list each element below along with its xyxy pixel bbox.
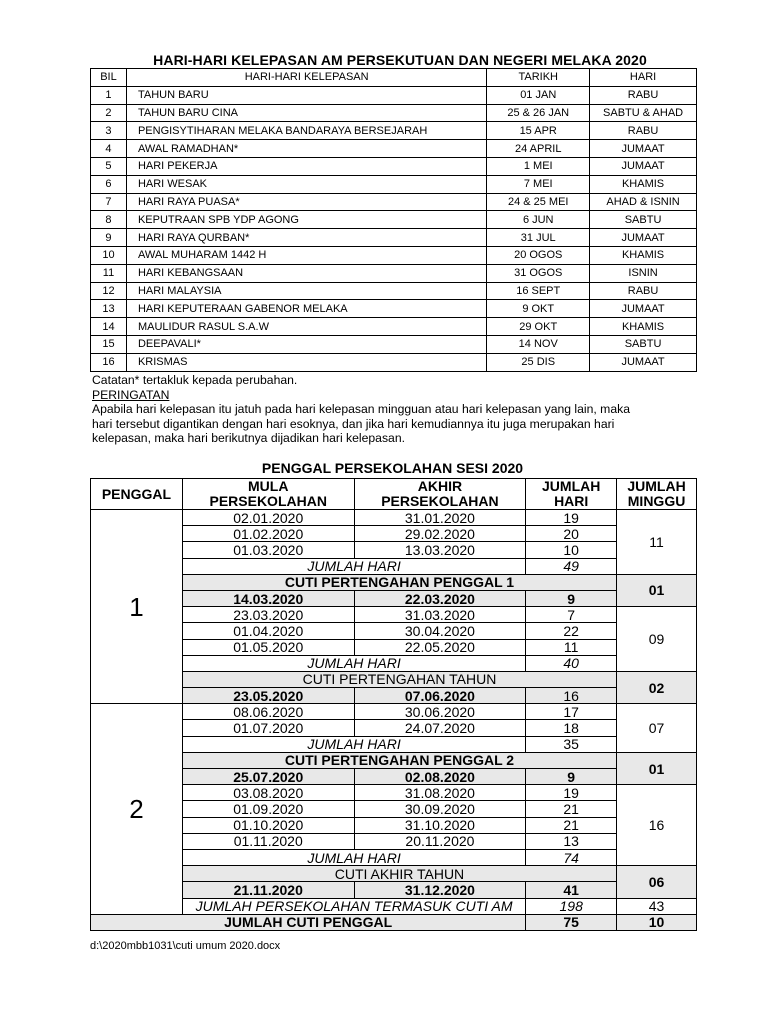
col-mula-line1: MULA <box>248 478 289 494</box>
holiday-date: 15 APR <box>487 122 590 140</box>
week-count: 11 <box>617 510 697 575</box>
cuti-label-row <box>91 671 697 687</box>
footer-file-path: d:\2020mbb1031\cuti umum 2020.docx <box>90 940 281 952</box>
col-jhari-line1: JUMLAH <box>542 478 601 494</box>
col-akhir-line1: AKHIR <box>417 478 463 494</box>
start-date: 25.07.2020 <box>182 769 354 785</box>
start-date: 01.11.2020 <box>182 833 354 849</box>
bil-cell: 14 <box>91 318 127 336</box>
holiday-day: SABTU <box>590 335 697 353</box>
bil-cell: 5 <box>91 157 127 175</box>
table-row <box>91 193 697 211</box>
start-date: 08.06.2020 <box>182 704 354 720</box>
bil-cell: 2 <box>91 104 127 122</box>
holidays-header-row <box>91 69 697 87</box>
subtotal-row <box>91 849 697 865</box>
day-count: 19 <box>526 510 617 526</box>
holiday-name: HARI KEBANGSAAN <box>126 264 486 282</box>
peringatan-line: Apabila hari kelepasan itu jatuh pada hari kelepasan mingguan atau hari kelepasan yang lain, maka <box>92 402 630 417</box>
table-row <box>91 175 697 193</box>
start-date: 01.09.2020 <box>182 801 354 817</box>
table-row <box>91 211 697 229</box>
holiday-name: HARI WESAK <box>126 175 486 193</box>
holiday-name: DEEPAVALI* <box>126 335 486 353</box>
holiday-day: SABTU <box>590 211 697 229</box>
week-count: 09 <box>617 607 697 672</box>
col-tarikh: TARIKH <box>487 69 590 87</box>
end-date: 31.01.2020 <box>354 510 526 526</box>
subtotal-row <box>91 558 697 574</box>
bil-cell: 1 <box>91 86 127 104</box>
holiday-name: TAHUN BARU <box>126 86 486 104</box>
col-akhir-line2: PERSEKOLAHAN <box>381 493 499 509</box>
holiday-day: JUMAAT <box>590 300 697 318</box>
holiday-day: JUMAAT <box>590 157 697 175</box>
day-count: 22 <box>526 623 617 639</box>
jumlah-cuti-weeks: 10 <box>617 914 697 930</box>
col-jminggu-line1: JUMLAH <box>627 478 686 494</box>
holiday-day: RABU <box>590 122 697 140</box>
table-row <box>91 833 697 849</box>
table-row <box>91 542 697 558</box>
day-count: 20 <box>526 526 617 542</box>
col-jumlah-hari <box>526 479 617 510</box>
table-row <box>91 639 697 655</box>
start-date: 02.01.2020 <box>182 510 354 526</box>
holiday-day: ISNIN <box>590 264 697 282</box>
table-row <box>91 801 697 817</box>
start-date: 01.03.2020 <box>182 542 354 558</box>
col-mula <box>182 479 354 510</box>
holiday-name: KEPUTRAAN SPB YDP AGONG <box>126 211 486 229</box>
cuti-akhir-tahun-label: CUTI AKHIR TAHUN <box>182 866 616 882</box>
day-count: 21 <box>526 817 617 833</box>
table-row <box>91 86 697 104</box>
holiday-name: HARI KEPUTERAAN GABENOR MELAKA <box>126 300 486 318</box>
penggal-1-cell: 1 <box>91 510 183 704</box>
day-count: 41 <box>526 882 617 898</box>
holiday-day: KHAMIS <box>590 246 697 264</box>
col-mula-line2: PERSEKOLAHAN <box>209 493 327 509</box>
holiday-day: JUMAAT <box>590 353 697 371</box>
end-date: 29.02.2020 <box>354 526 526 542</box>
start-date: 01.10.2020 <box>182 817 354 833</box>
week-count: 06 <box>617 866 697 898</box>
table-row <box>91 526 697 542</box>
col-jumlah-minggu <box>617 479 697 510</box>
start-date: 01.05.2020 <box>182 639 354 655</box>
jumlah-persekolahan-weeks: 43 <box>617 898 697 914</box>
holiday-day: KHAMIS <box>590 175 697 193</box>
terms-table <box>90 478 697 931</box>
col-jminggu-line2: MINGGU <box>627 493 686 509</box>
cuti-label-row <box>91 574 697 590</box>
bil-cell: 12 <box>91 282 127 300</box>
week-count: 01 <box>617 574 697 606</box>
subtotal-days: 40 <box>526 655 617 671</box>
table-row <box>91 246 697 264</box>
bil-cell: 7 <box>91 193 127 211</box>
notes <box>92 373 702 446</box>
cuti-penggal-2-label: CUTI PERTENGAHAN PENGGAL 2 <box>182 752 616 768</box>
jumlah-hari-label: JUMLAH HARI <box>182 736 525 752</box>
start-date: 01.04.2020 <box>182 623 354 639</box>
jumlah-persekolahan-label: JUMLAH PERSEKOLAHAN TERMASUK CUTI AM <box>182 898 525 914</box>
holiday-name: HARI RAYA QURBAN* <box>126 229 486 247</box>
day-count: 21 <box>526 801 617 817</box>
table-row <box>91 353 697 371</box>
cuti-label-row <box>91 866 697 882</box>
end-date: 22.05.2020 <box>354 639 526 655</box>
end-date: 07.06.2020 <box>354 688 526 704</box>
day-count: 18 <box>526 720 617 736</box>
holiday-name: TAHUN BARU CINA <box>126 104 486 122</box>
table-row <box>91 104 697 122</box>
subtotal-days: 49 <box>526 558 617 574</box>
holiday-date: 01 JAN <box>487 86 590 104</box>
col-jhari-line2: HARI <box>554 493 589 509</box>
holidays-body <box>91 86 697 371</box>
subtotal-row <box>91 655 697 671</box>
subtotal-row <box>91 736 697 752</box>
holiday-name: KRISMAS <box>126 353 486 371</box>
bil-cell: 15 <box>91 335 127 353</box>
end-date: 22.03.2020 <box>354 590 526 606</box>
table-row <box>91 510 697 526</box>
jumlah-hari-label: JUMLAH HARI <box>182 558 525 574</box>
holiday-date: 31 OGOS <box>487 264 590 282</box>
jumlah-persekolahan-days: 198 <box>526 898 617 914</box>
bil-cell: 10 <box>91 246 127 264</box>
table-row <box>91 335 697 353</box>
holiday-date: 20 OGOS <box>487 246 590 264</box>
cuti-label-row <box>91 752 697 768</box>
table-row <box>91 122 697 140</box>
table-row <box>91 607 697 623</box>
end-date: 31.08.2020 <box>354 785 526 801</box>
start-date: 23.05.2020 <box>182 688 354 704</box>
holiday-day: AHAD & ISNIN <box>590 193 697 211</box>
day-count: 13 <box>526 833 617 849</box>
bil-cell: 11 <box>91 264 127 282</box>
table-row <box>91 157 697 175</box>
jumlah-hari-label: JUMLAH HARI <box>182 655 525 671</box>
table-row <box>91 623 697 639</box>
cuti-row <box>91 882 697 898</box>
holidays-title: HARI-HARI KELEPASAN AM PERSEKUTUAN DAN NEGERI MELAKA 2020 <box>153 52 647 68</box>
holiday-day: RABU <box>590 86 697 104</box>
end-date: 31.12.2020 <box>354 882 526 898</box>
table-row <box>91 785 697 801</box>
start-date: 01.07.2020 <box>182 720 354 736</box>
holiday-date: 24 APRIL <box>487 140 590 158</box>
holiday-day: SABTU & AHAD <box>590 104 697 122</box>
peringatan-line: hari tersebut digantikan dengan hari esoknya, dan jika hari kemudiannya itu juga merupakan hari <box>92 416 615 431</box>
end-date: 30.04.2020 <box>354 623 526 639</box>
day-count: 9 <box>526 590 617 606</box>
catatan-note: Catatan* tertakluk kepada perubahan. <box>92 373 298 387</box>
holiday-name: MAULIDUR RASUL S.A.W <box>126 318 486 336</box>
week-count: 16 <box>617 785 697 866</box>
holiday-date: 25 DIS <box>487 353 590 371</box>
end-date: 31.10.2020 <box>354 817 526 833</box>
table-row <box>91 817 697 833</box>
holiday-day: JUMAAT <box>590 140 697 158</box>
holiday-name: AWAL MUHARAM 1442 H <box>126 246 486 264</box>
end-date: 13.03.2020 <box>354 542 526 558</box>
day-count: 7 <box>526 607 617 623</box>
day-count: 11 <box>526 639 617 655</box>
day-count: 17 <box>526 704 617 720</box>
jumlah-cuti-label: JUMLAH CUTI PENGGAL <box>91 914 526 930</box>
bil-cell: 8 <box>91 211 127 229</box>
bil-cell: 9 <box>91 229 127 247</box>
week-count: 01 <box>617 752 697 784</box>
day-count: 19 <box>526 785 617 801</box>
end-date: 20.11.2020 <box>354 833 526 849</box>
col-hari-kelepasan: HARI-HARI KELEPASAN <box>126 69 486 87</box>
holiday-date: 31 JUL <box>487 229 590 247</box>
peringatan-heading: PERINGATAN <box>92 387 170 402</box>
col-hari: HARI <box>590 69 697 87</box>
start-date: 01.02.2020 <box>182 526 354 542</box>
day-count: 16 <box>526 688 617 704</box>
cuti-penggal-1-label: CUTI PERTENGAHAN PENGGAL 1 <box>182 574 616 590</box>
holiday-name: HARI RAYA PUASA* <box>126 193 486 211</box>
holidays-table <box>90 68 697 372</box>
terms-header-row <box>91 479 697 510</box>
cuti-pertengahan-tahun-label: CUTI PERTENGAHAN TAHUN <box>182 671 616 687</box>
terms-title: PENGGAL PERSEKOLAHAN SESI 2020 <box>261 460 524 476</box>
holiday-date: 29 OKT <box>487 318 590 336</box>
end-date: 31.03.2020 <box>354 607 526 623</box>
end-date: 02.08.2020 <box>354 769 526 785</box>
bil-cell: 6 <box>91 175 127 193</box>
subtotal-days: 74 <box>526 849 617 865</box>
peringatan-line: kelepasan, maka hari berikutnya dijadikan hari kelepasan. <box>92 431 406 446</box>
holiday-name: HARI MALAYSIA <box>126 282 486 300</box>
penggal-2-cell: 2 <box>91 704 183 914</box>
week-count: 02 <box>617 671 697 703</box>
holiday-date: 16 SEPT <box>487 282 590 300</box>
table-row <box>91 300 697 318</box>
end-date: 30.06.2020 <box>354 704 526 720</box>
cuti-row <box>91 769 697 785</box>
cuti-row <box>91 688 697 704</box>
start-date: 23.03.2020 <box>182 607 354 623</box>
start-date: 03.08.2020 <box>182 785 354 801</box>
jumlah-cuti-row <box>91 914 697 930</box>
table-row <box>91 318 697 336</box>
jumlah-persekolahan-row <box>91 898 697 914</box>
table-row <box>91 704 697 720</box>
bil-cell: 16 <box>91 353 127 371</box>
bil-cell: 4 <box>91 140 127 158</box>
holiday-day: RABU <box>590 282 697 300</box>
holiday-day: KHAMIS <box>590 318 697 336</box>
holiday-name: HARI PEKERJA <box>126 157 486 175</box>
day-count: 10 <box>526 542 617 558</box>
holiday-date: 6 JUN <box>487 211 590 229</box>
week-count: 07 <box>617 704 697 753</box>
holiday-date: 7 MEI <box>487 175 590 193</box>
start-date: 14.03.2020 <box>182 590 354 606</box>
col-bil: BIL <box>91 69 127 87</box>
col-penggal: PENGGAL <box>91 479 183 510</box>
start-date: 21.11.2020 <box>182 882 354 898</box>
holiday-name: AWAL RAMADHAN* <box>126 140 486 158</box>
holiday-date: 1 MEI <box>487 157 590 175</box>
holiday-name: PENGISYTIHARAN MELAKA BANDARAYA BERSEJARAH <box>126 122 486 140</box>
subtotal-days: 35 <box>526 736 617 752</box>
table-row <box>91 720 697 736</box>
holiday-date: 24 & 25 MEI <box>487 193 590 211</box>
table-row <box>91 282 697 300</box>
end-date: 24.07.2020 <box>354 720 526 736</box>
holiday-day: JUMAAT <box>590 229 697 247</box>
table-row <box>91 264 697 282</box>
jumlah-hari-label: JUMLAH HARI <box>182 849 525 865</box>
holiday-date: 9 OKT <box>487 300 590 318</box>
end-date: 30.09.2020 <box>354 801 526 817</box>
bil-cell: 3 <box>91 122 127 140</box>
table-row <box>91 140 697 158</box>
holiday-date: 25 & 26 JAN <box>487 104 590 122</box>
holiday-date: 14 NOV <box>487 335 590 353</box>
col-akhir <box>354 479 526 510</box>
jumlah-cuti-days: 75 <box>526 914 617 930</box>
day-count: 9 <box>526 769 617 785</box>
table-row <box>91 229 697 247</box>
cuti-row <box>91 590 697 606</box>
bil-cell: 13 <box>91 300 127 318</box>
